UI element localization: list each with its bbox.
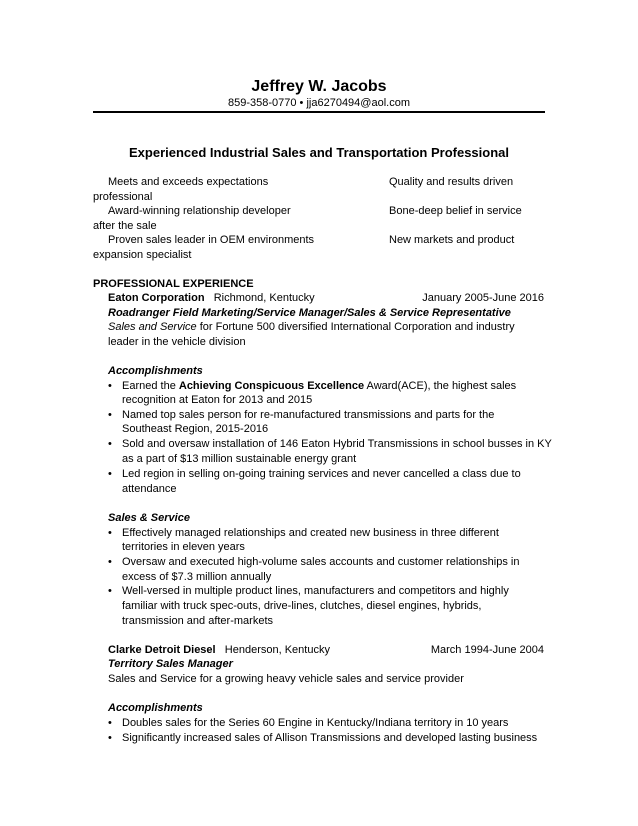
bullet-icon: • [108,717,112,729]
list-item: Effectively managed relationships and created new business in three different [122,527,499,539]
section-title-experience: PROFESSIONAL EXPERIENCE [93,278,254,290]
job-title: Territory Sales Manager [108,658,233,670]
bullet-icon: • [108,556,112,568]
list-item: Named top sales person for re-manufactured transmissions and parts for the [122,409,495,421]
subsection-title-sales: Sales & Service [108,512,190,524]
bullet-icon: • [108,438,112,450]
quality-left-3-cont: expansion specialist [93,249,192,261]
list-item-cont: as a part of $13 million sustainable energy grant [122,453,357,465]
list-item: Significantly increased sales of Allison Transmissions and developed lasting business [122,732,538,744]
list-item-cont: familiar with truck spec-outs, drive-lines, clutches, diesel engines, hybrids, [122,600,482,612]
contact-info: 859-358-0770 • jja6270494@aol.com [228,97,410,109]
bullet-icon: • [108,585,112,597]
list-item-cont: transmission and after-markets [122,615,273,627]
quality-left-3: Proven sales leader in OEM environments [108,234,315,246]
job-description-cont: leader in the vehicle division [108,336,246,348]
company-location: Richmond, Kentucky [213,292,315,304]
quality-right-1: Quality and results driven [389,176,514,188]
quality-left-1-cont: professional [93,191,153,203]
quality-left-2-cont: after the sale [93,220,157,232]
quality-left-1: Meets and exceeds expectations [108,176,269,188]
candidate-name: Jeffrey W. Jacobs [251,78,387,95]
company-name: Eaton Corporation [108,292,205,304]
subsection-title-accomplishments: Accomplishments [108,365,203,377]
quality-left-2: Award-winning relationship developer [108,205,291,217]
bullet-icon: • [108,380,112,392]
bullet-icon: • [108,468,112,480]
list-item: Led region in selling on-going training services and never cancelled a class due to [122,468,521,480]
bullet-icon: • [108,527,112,539]
list-item: Oversaw and executed high-volume sales accounts and customer relationships in [122,556,520,568]
list-item-cont: attendance [122,483,177,495]
list-item-cont: Southeast Region, 2015-2016 [122,423,269,435]
job-header-clarke [108,643,330,658]
list-item: Sold and oversaw installation of 146 Eaton Hybrid Transmissions in school busses in KY [122,438,552,450]
list-item-cont: territories in eleven years [122,541,245,553]
bullet-icon: • [108,409,112,421]
quality-right-3: New markets and product [389,234,515,246]
list-item: Doubles sales for the Series 60 Engine in Kentucky/Indiana territory in 10 years [122,717,509,729]
headline: Experienced Industrial Sales and Transportation Professional [129,145,509,160]
job-dates: March 1994-June 2004 [430,644,544,656]
list-item: Earned the Achieving Conspicuous Excellence Award(ACE), the highest sales [122,380,517,392]
job-title: Roadranger Field Marketing/Service Manager/Sales & Service Representative [108,307,511,319]
job-description: Sales and Service for a growing heavy vehicle sales and service provider [108,673,464,685]
job-description: Sales and Service for Fortune 500 diversified International Corporation and industry [108,321,515,333]
company-name: Clarke Detroit Diesel [108,644,216,656]
company-location: Henderson, Kentucky [224,644,330,656]
list-item: Well-versed in multiple product lines, manufacturers and competitors and highly [122,585,509,597]
list-item-cont: excess of $7.3 million annually [122,571,272,583]
bullet-icon: • [108,732,112,744]
list-item-cont: recognition at Eaton for 2013 and 2015 [122,394,313,406]
job-header-eaton [108,291,315,306]
header-divider [93,111,545,113]
quality-right-2: Bone-deep belief in service [389,205,522,217]
job-dates: January 2005-June 2016 [422,292,544,304]
subsection-title-accomplishments: Accomplishments [108,702,203,714]
